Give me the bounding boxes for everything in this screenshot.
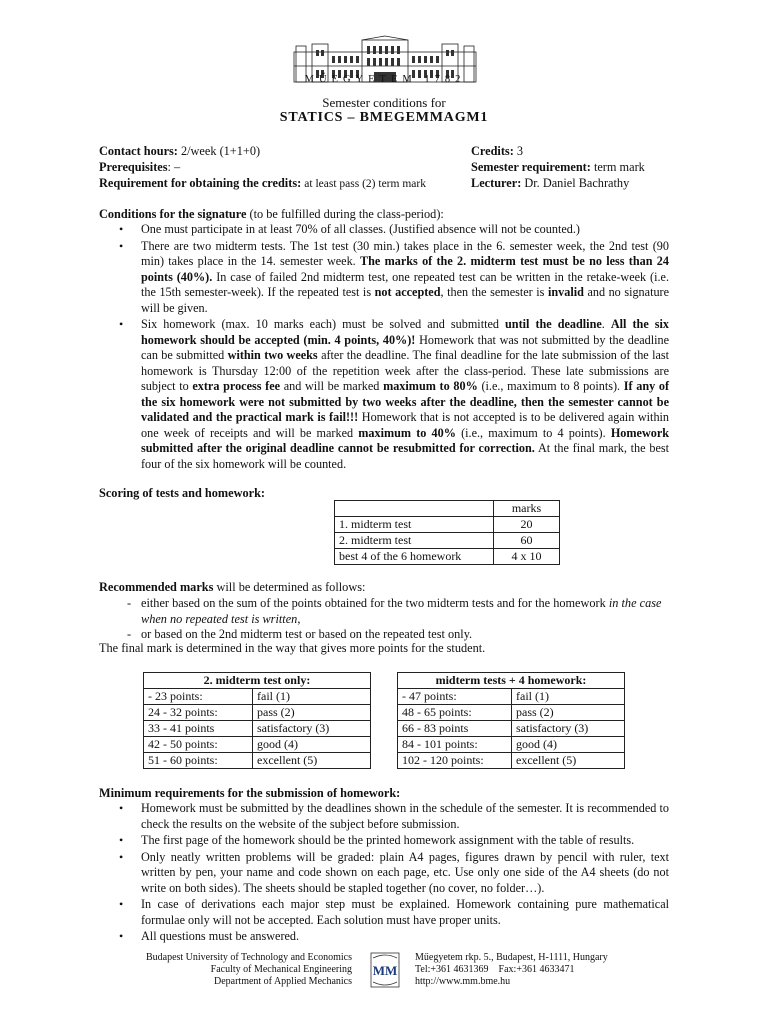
- table-row: - 47 points: fail (1): [398, 689, 625, 705]
- document-subtitle: Semester conditions for: [322, 95, 446, 110]
- table-row: 48 - 65 points: pass (2): [398, 705, 625, 721]
- prerequisites-label: Prerequisites: [99, 160, 168, 174]
- table-row: 42 - 50 points: good (4): [144, 737, 371, 753]
- table-row: 1. midterm test 20: [335, 517, 560, 533]
- requirement-label: Requirement for obtaining the credits:: [99, 176, 302, 190]
- scoring-heading: Scoring of tests and homework:: [99, 486, 266, 500]
- recommended-heading: Recommended marks will be determined as follows:: [99, 580, 366, 594]
- list-item: - or based on the 2nd midterm test or based on the repeated test only.: [127, 627, 473, 641]
- footer-left: Budapest University of Technology and Economics Faculty of Mechanical Engineering Department of Applied Mechanics: [145, 952, 352, 987]
- logo-caption: MŰEGYETEM 1782: [304, 74, 466, 85]
- list-item: • Only neatly written problems will be graded: plain A4 pages, figures drawn by pencil with ruler, text written by pen, your name and code shown on each page, etc. Use only one side of the A4 sheets (do not write on both sides). The sheets should be stapled together (no cover, no folder…).: [99, 850, 669, 897]
- table-row: 2. midterm test only:: [144, 673, 371, 689]
- list-item: - either based on the sum of the points obtained for the two midterm tests and for the homework in the case when no repeated test is written,: [127, 596, 662, 626]
- list-item: • One must participate in at least 70% of all classes. (Justified absence will not be counted.): [99, 222, 669, 238]
- list-item: • Homework must be submitted by the deadlines shown in the schedule of the semester. It is recommended to check the results on the website of the subject before submission.: [99, 801, 669, 832]
- recommended-list: [99, 596, 679, 643]
- table-row: midterm tests + 4 homework:: [398, 673, 625, 689]
- credits-value: 3: [516, 144, 524, 158]
- contact-hours-value: 2/week (1+1+0): [180, 144, 261, 158]
- midterm-only-table: [143, 672, 371, 769]
- contact-hours: [99, 143, 260, 159]
- list-item: • In case of derivations each major step must be explained. Homework containing pure mathematical formulae only will not be accepted. Each solution must have proper units.: [99, 897, 669, 928]
- department-logo: [370, 952, 400, 988]
- table-row: 84 - 101 points: good (4): [398, 737, 625, 753]
- document-title: STATICS – BMEGEMMAGM1: [279, 110, 489, 125]
- semester-requirement-label: Semester requirement:: [471, 160, 591, 174]
- contact-hours-label: Contact hours:: [99, 144, 178, 158]
- table-row: best 4 of the 6 homework 4 x 10: [335, 549, 560, 565]
- lecturer-label: Lecturer:: [471, 176, 522, 190]
- footer-right: Műegyetem rkp. 5., Budapest, H-1111, Hungary Tel:+361 4631369 Fax:+361 4633471 http://www.mm.bme.hu: [415, 952, 655, 988]
- signature-conditions-list: [99, 222, 669, 473]
- final-mark-note: The final mark is determined in the way that gives more points for the student.: [99, 641, 486, 655]
- signature-heading-label: Conditions for the signature: [99, 207, 247, 221]
- minimum-requirements-heading: Minimum requirements for the submission of homework:: [99, 786, 401, 800]
- list-item: • All questions must be answered.: [99, 929, 669, 945]
- minimum-requirements-list: [99, 801, 669, 946]
- lecturer: [471, 175, 629, 191]
- signature-heading-note: (to be fulfilled during the class-period):: [249, 207, 444, 221]
- scoring-table: [334, 500, 560, 565]
- prerequisites-value: : –: [167, 160, 181, 174]
- table-row: 33 - 41 points satisfactory (3): [144, 721, 371, 737]
- table-header: marks: [494, 501, 560, 517]
- table-row: 51 - 60 points: excellent (5): [144, 753, 371, 769]
- table-row: 66 - 83 points satisfactory (3): [398, 721, 625, 737]
- website-link[interactable]: http://www.mm.bme.hu: [415, 976, 511, 987]
- midterm-homework-table: [397, 672, 625, 769]
- credits-label: Credits:: [471, 144, 514, 158]
- semester-requirement: [471, 159, 645, 175]
- logo-mark: MM: [372, 963, 398, 978]
- signature-heading: [99, 207, 444, 222]
- table-row: 2. midterm test 60: [335, 533, 560, 549]
- semester-requirement-value: term mark: [593, 160, 645, 174]
- table-row: [335, 501, 560, 517]
- credits: [471, 143, 523, 159]
- table-row: - 23 points: fail (1): [144, 689, 371, 705]
- list-item: • The first page of the homework should be the printed homework assignment with the table of results.: [99, 833, 669, 849]
- prerequisites: [99, 159, 180, 175]
- requirement-value: at least pass (2) term mark: [304, 178, 426, 190]
- credits-requirement: [99, 175, 426, 192]
- lecturer-value: Dr. Daniel Bachrathy: [524, 176, 630, 190]
- table-row: 24 - 32 points: pass (2): [144, 705, 371, 721]
- table-row: 102 - 120 points: excellent (5): [398, 753, 625, 769]
- list-item: • Six homework (max. 10 marks each) must be solved and submitted until the deadline. All the six homework should be accepted (min. 4 points, 40%)! Homework that was not submitted by the deadline can be submitted within two weeks after the deadline. The final deadline for the late submission of the last homework is Thursday 12:00 of the repetition week after the class-period. These late submissions are subject to extra process fee and will be marked maximum to 80% (i.e., maximum to 8 points). If any of the six homework were not submitted by two weeks after the deadline, then the semester cannot be validated and the practical mark is fail!!! Homework that is not accepted is to be delivered again within one week of receipts and will be marked maximum to 40% (i.e., maximum to 4 points). Homework submitted after the original deadline cannot be resubmitted for correction. At the final mark, the best four of the six homework will be counted.: [99, 317, 669, 472]
- list-item: • There are two midterm tests. The 1st test (30 min.) takes place in the 6. semester week, the 2nd test (90 min) takes place in the 14. semester week. The marks of the 2. midterm test must be no less than 24 points (40%). In case of failed 2nd midterm test, one repeated test can be written in the retake-week (i.e. the 15th semester-week). If the repeated test is not accepted, then the semester is invalid and no signature will be given.: [99, 239, 669, 317]
